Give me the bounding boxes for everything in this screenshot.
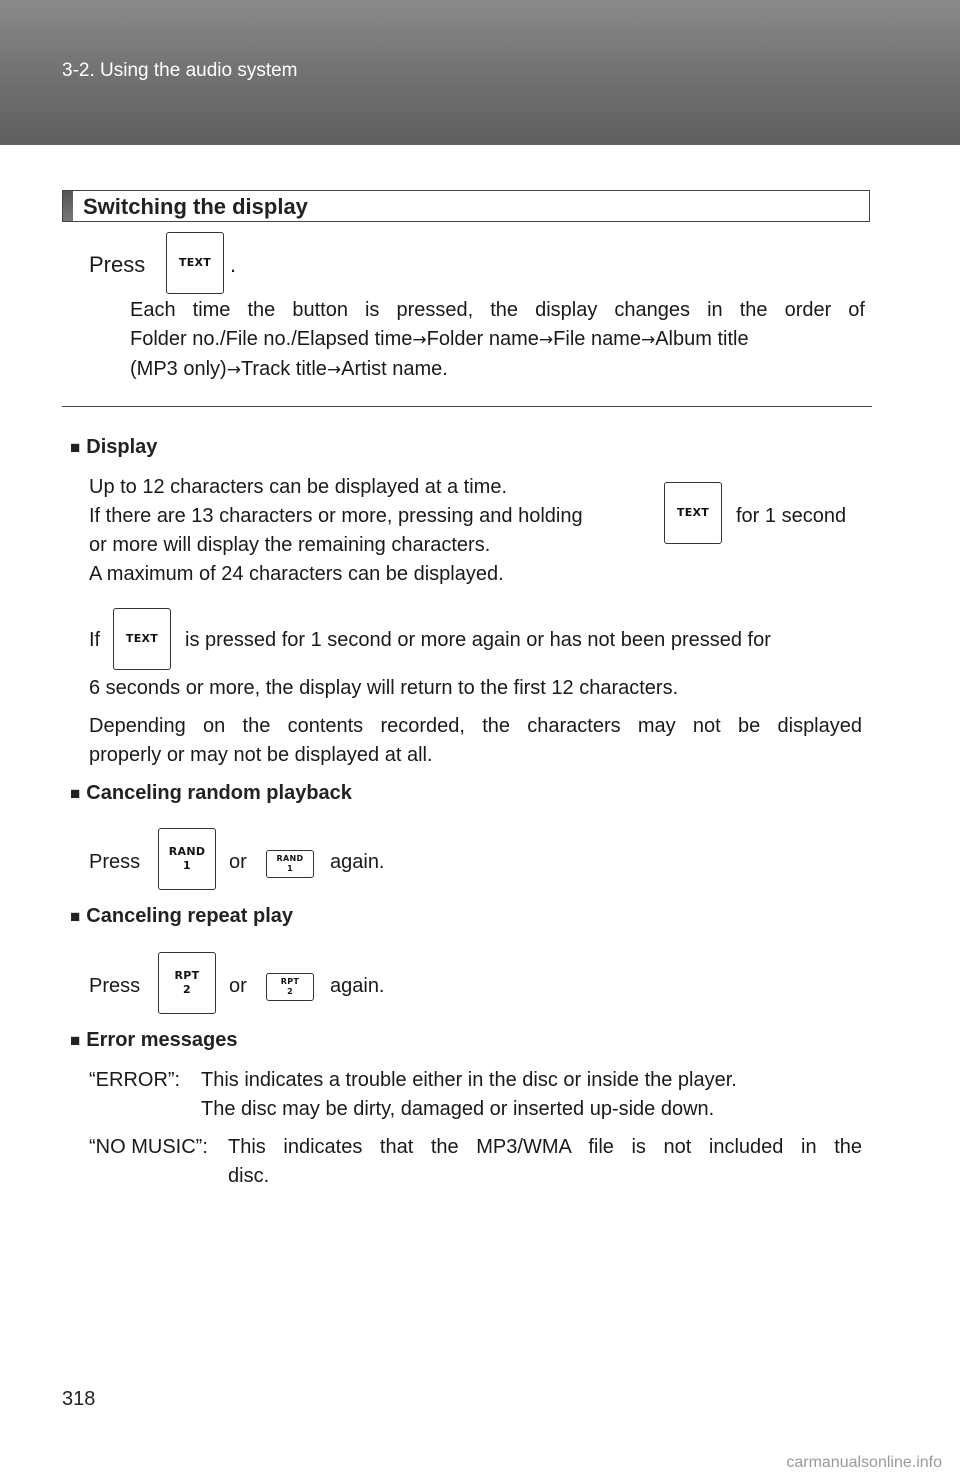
para-line-2: Folder no./File no./Elapsed time→Folder name→File name→Album title [130,328,749,350]
repeat-press: Press [89,975,141,997]
text-button-label: TEXT [676,506,710,519]
section-marker [63,191,73,221]
rand-button-top: RAND [168,845,206,858]
arrow-icon: → [640,330,656,350]
para-line-1: Each time the button is pressed, the display changes in the order of [130,299,865,321]
text-button [113,608,171,670]
rand-button [158,828,216,890]
bullet-square-icon: ■ [70,438,81,457]
rand-button-bottom: 1 [183,859,191,872]
text-button-label: TEXT [125,632,159,645]
errors-heading: ■ Error messages [70,1029,238,1051]
press-period: . [230,252,237,277]
error-desc-no-music [228,1133,862,1162]
error-label-no-music: “NO MUSIC”: [89,1136,208,1158]
page-number: 318 [62,1388,96,1410]
rpt-button-small-top: RPT [280,977,300,986]
watermark: carmanualsonline.info [786,1454,942,1471]
repeat-again: again. [330,975,385,997]
switching-paragraph [130,296,865,385]
display-p2-if: If [89,629,101,651]
page-header [0,0,960,145]
rpt-button-small-bottom: 2 [287,987,293,996]
display-heading: ■ Display [70,436,158,458]
rpt-button-top: RPT [174,969,200,982]
display-line-1: Up to 12 characters can be displayed at a time. [89,476,508,498]
error-desc-no-music-1: This indicates that the MP3/WMA file is not included in the [228,1136,862,1158]
repeat-or: or [229,975,247,997]
display-p3-line1: Depending on the contents recorded, the characters may not be displayed [89,715,862,737]
arrow-icon: → [326,360,342,380]
random-or: or [229,851,247,873]
display-p3 [89,712,862,770]
text-button [166,232,224,294]
rpt-button-small [266,973,314,1001]
arrow-icon: → [538,330,554,350]
text-button [664,482,722,544]
display-p3-line2: properly or may not be displayed at all. [89,744,433,766]
repeat-heading: ■ Canceling repeat play [70,905,294,927]
error-desc-no-music-2: disc. [228,1165,270,1187]
bullet-square-icon: ■ [70,907,81,926]
random-heading: ■ Canceling random playback [70,782,352,804]
display-line-2a: If there are 13 characters or more, pressing and holding [89,505,583,527]
display-line-2b: for 1 second [736,505,847,527]
arrow-icon: → [412,330,427,350]
random-press: Press [89,851,141,873]
section-divider [62,406,872,407]
display-line-3: or more will display the remaining characters. [89,534,491,556]
display-p2-line2: 6 seconds or more, the display will return to the first 12 characters. [89,677,679,699]
section-title-bar [62,190,870,222]
display-p2-rest: is pressed for 1 second or more again or has not been pressed for [185,629,771,651]
text-button-label: TEXT [178,256,212,269]
error-label-error: “ERROR”: [89,1069,181,1091]
random-again: again. [330,851,385,873]
error-desc-error-2: The disc may be dirty, damaged or inserted up-side down. [201,1098,715,1120]
para-line-3: (MP3 only)→Track title→Artist name. [130,358,448,380]
section-breadcrumb: 3-2. Using the audio system [62,60,298,81]
rand-button-small-top: RAND [276,854,304,863]
arrow-icon: → [226,360,241,380]
press-label: Press [89,252,146,277]
rpt-button-bottom: 2 [183,983,191,996]
error-desc-error-1: This indicates a trouble either in the disc or inside the player. [201,1069,737,1091]
bullet-square-icon: ■ [70,784,81,803]
section-title: Switching the display [83,194,308,219]
rpt-button [158,952,216,1014]
rand-button-small [266,850,314,878]
rand-button-small-bottom: 1 [287,864,293,873]
display-line-4: A maximum of 24 characters can be displayed. [89,563,504,585]
bullet-square-icon: ■ [70,1031,81,1050]
